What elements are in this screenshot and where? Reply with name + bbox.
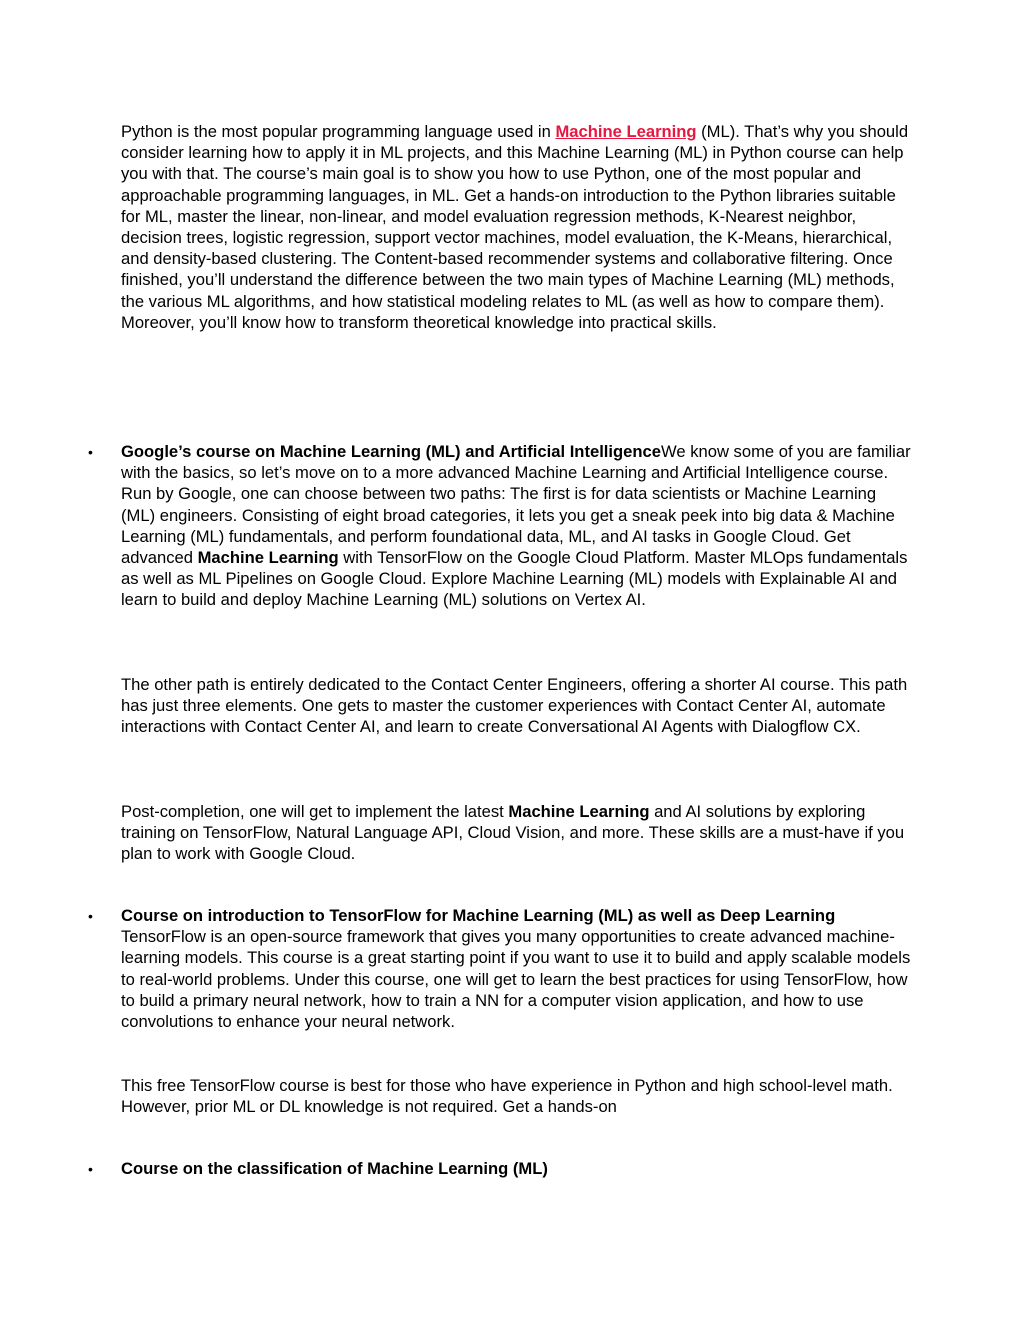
tensorflow-paragraph-2 — [121, 1075, 911, 1117]
google-p3-b: and AI solutions by exploring training on TensorFlow, Natural Language API, Cloud Vision, and more. These skills are a must-have if you plan to work with Google Cloud. — [121, 802, 905, 864]
google-bold-ml: Machine Learning — [197, 548, 339, 568]
intro-text-end: (ML). That’s why you should consider learning how to apply it in ML projects, and this Machine Learning (ML) in Python course can help you with that. The course’s main goal is to show you how to use Python, one of the most popular and approachable programming languages, in ML. Get a hands-on introduction to the Python libraries suitable for ML, master the linear, non-linear, and model evaluation regression methods, K-Nearest neighbor, decision trees, logistic regression, support vector machines, model evaluation, the K-Means, hierarchical, and density-based clustering. The Content-based recommender systems and collaborative filtering. Once finished, you’ll understand the difference between the two main types of Machine Learning (ML) methods, the various ML algorithms, and how statistical modeling relates to ML (as well as how to compare them). Moreover, you’ll know how to transform theoretical knowledge into practical skills. — [121, 122, 909, 332]
google-paragraph-2 — [121, 674, 911, 738]
intro-text-start: Python is the most popular programming language used in — [121, 122, 556, 141]
tensorflow-heading — [121, 905, 911, 926]
bullet-tensorflow: • — [88, 908, 93, 924]
tensorflow-paragraph-1: TensorFlow is an open-source framework that gives you many opportunities to create advanced machine-learning models. This course is a great starting point if you want to use it to build and apply scalable models to real-world problems. Under this course, one will get to learn the best practices for using TensorFlow, how to build a primary neural network, how to train a NN for a computer vision application, and how to use convolutions to enhance your neural network. — [121, 927, 911, 1032]
tensorflow-heading-text: Course on introduction to TensorFlow for Machine Learning (ML) as well as Deep Learning — [121, 906, 836, 925]
google-paragraph-2-text: The other path is entirely dedicated to the Contact Center Engineers, offering a shorter AI course. This path has just three elements. One gets to master the customer experiences with Contact Center AI, automate interactions with Contact Center AI, and learn to create Conversational AI Agents with Dialogflow CX. — [121, 675, 908, 737]
google-p3-bold: Machine Learning — [508, 802, 650, 821]
intro-paragraph — [121, 121, 911, 333]
intro-text — [121, 121, 911, 333]
bullet-google: • — [88, 444, 93, 460]
classification-heading — [121, 1158, 911, 1179]
google-section — [121, 441, 911, 611]
tensorflow-paragraph-2-text: This free TensorFlow course is best for those who have experience in Python and high school-level math. However, prior ML or DL knowledge is not required. Get a hands-on — [121, 1076, 893, 1117]
google-text-a: We know some of you are familiar with the basics, so let’s move on to a more advanced Machine Learning and Artificial Intelligence course. Run by Google, one can choose between two paths: The first is for data scientists or Machine Learning (ML) engineers. Consisting of eight broad categories, it lets you get a sneak peek into big data & Machine Learning (ML) fundamentals, and perform foundational data, ML, and AI tasks in Google Cloud. Get advanced — [121, 442, 911, 568]
bullet-classification: • — [88, 1161, 93, 1177]
google-p3-a: Post-completion, one will get to implement the latest — [121, 802, 509, 821]
google-paragraph-1 — [121, 441, 911, 611]
machine-learning-link[interactable]: Machine Learning — [555, 122, 697, 141]
classification-heading-text: Course on the classification of Machine Learning (ML) — [121, 1159, 548, 1178]
google-text-b: with TensorFlow on the Google Cloud Platform. Master MLOps fundamentals as well as ML Pipelines on Google Cloud. Explore Machine Learning (ML) models with Explainable AI and learn to build and deploy Machine Learning (ML) solutions on Vertex AI. — [121, 548, 908, 610]
google-heading: Google’s course on Machine Learning (ML) and Artificial Intelligence — [121, 442, 661, 461]
tensorflow-section — [121, 905, 911, 1032]
google-paragraph-3 — [121, 801, 911, 865]
google-paragraph-3-text — [121, 801, 911, 865]
classification-section — [121, 1158, 911, 1179]
